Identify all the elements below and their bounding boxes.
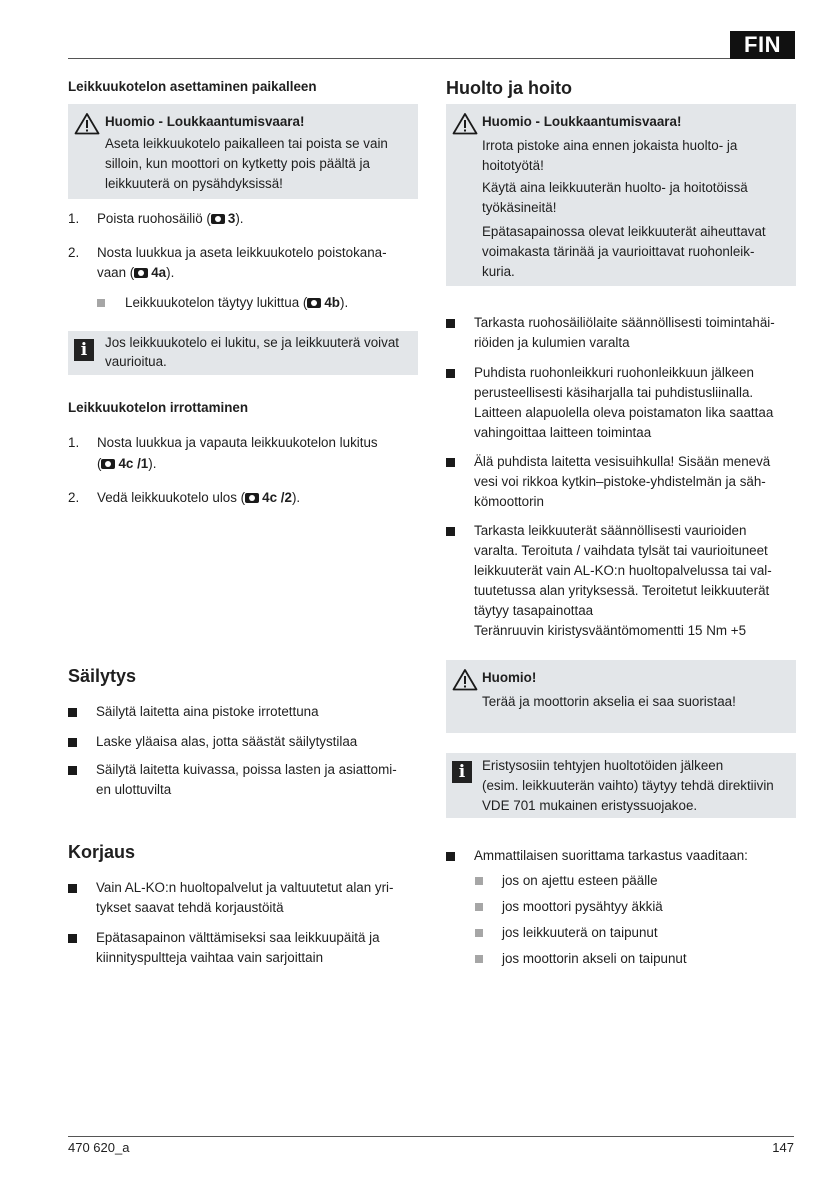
bullet-text: Tarkasta ruohosäiliölaite säännöllisesti toimintahäi- xyxy=(474,315,775,330)
inspection-sub-item xyxy=(446,871,796,891)
bullet-text: riöiden ja kulumien varalta xyxy=(474,335,630,350)
step-number: 2. xyxy=(68,490,80,505)
bullet-text: Laitteen alapuolella oleva poistamaton lika saattaa xyxy=(474,405,774,420)
step-text: ( xyxy=(97,456,102,471)
camera-icon xyxy=(134,268,148,278)
warning-line: Aseta leikkuukotelo paikalleen tai poista se vain xyxy=(105,136,388,151)
warning-line: työkäsineitä! xyxy=(482,200,557,215)
warning-box-maintenance xyxy=(446,104,796,286)
bullet-text: Teränruuvin kiristysvääntömomentti 15 Nm +5 xyxy=(474,623,747,638)
step-text: Poista ruohosäiliö ( xyxy=(97,211,211,226)
warning-line: Irrota pistoke aina ennen jokaista huolto- ja xyxy=(482,138,738,153)
warning-triangle-icon xyxy=(74,112,100,135)
warning-triangle-icon xyxy=(452,668,478,691)
camera-icon xyxy=(307,298,321,308)
warning-line: Terää ja moottorin akselia ei saa suoristaa! xyxy=(482,694,736,709)
step-text: Vedä leikkuukotelo ulos ( xyxy=(97,490,246,505)
repair-item xyxy=(68,878,418,918)
bullet-text: Puhdista ruohonleikkuri ruohonleikkuun jälkeen xyxy=(474,365,754,380)
warning-line: hoitotyötä! xyxy=(482,158,544,173)
bullet-marker xyxy=(68,934,77,943)
bullet-marker xyxy=(446,527,455,536)
step-number: 1. xyxy=(68,211,80,226)
warning-line: Epätasapainossa olevat leikkuuterät aiheuttavat xyxy=(482,224,766,239)
bullet-text: kömoottorin xyxy=(474,494,544,509)
warning-title: Huomio - Loukkaantumisvaara! xyxy=(105,114,305,129)
info-box-lock xyxy=(68,331,418,375)
maintenance-item xyxy=(446,521,796,641)
figure-ref: 4c /2 xyxy=(262,490,292,505)
maintenance-item xyxy=(446,363,796,443)
step-text: Nosta luukkua ja vapauta leikkuukotelon lukitus xyxy=(97,435,378,450)
bullet-text: tuutetussa alan yrityksessä. Teroitetut leikkuuterät xyxy=(474,583,770,598)
step-2 xyxy=(68,243,418,283)
step-text: Nosta luukkua ja aseta leikkuukotelo poistokana- xyxy=(97,245,387,260)
bullet-text: Epätasapainon välttämiseksi saa leikkuupäitä ja xyxy=(96,930,380,945)
step-number: 1. xyxy=(68,435,80,450)
maintenance-item xyxy=(446,452,796,512)
sub-bullet-marker xyxy=(97,299,105,307)
info-icon: i xyxy=(74,339,94,361)
sub-bullet-marker xyxy=(475,877,483,885)
warning-title: Huomio! xyxy=(482,670,537,685)
warning-line: Käytä aina leikkuuterän huolto- ja hoitotöissä xyxy=(482,180,748,195)
info-line: Jos leikkuukotelo ei lukitu, se ja leikkuuterä voivat xyxy=(105,335,399,350)
camera-icon xyxy=(101,459,115,469)
camera-icon xyxy=(245,493,259,503)
bullet-text: Tarkasta leikkuuterät säännöllisesti vaurioiden xyxy=(474,523,747,538)
sub-bullet-marker xyxy=(475,903,483,911)
bullet-text: vesi voi rikkoa kytkin–pistoke-yhdistelmän ja säh- xyxy=(474,474,766,489)
storage-item xyxy=(68,760,418,800)
storage-item xyxy=(68,732,418,752)
remove-section-title: Leikkuukotelon irrottaminen xyxy=(68,400,249,415)
storage-item xyxy=(68,702,418,722)
bullet-text: en ulottuvilta xyxy=(96,782,172,797)
bullet-text: kiinnityspultteja vaihtaa vain sarjoittain xyxy=(96,950,324,965)
sub-bullet-text: jos moottori pysähtyy äkkiä xyxy=(502,899,663,914)
sub-bullet-text: jos leikkuuterä on taipunut xyxy=(502,925,658,940)
inspection-item xyxy=(446,846,796,866)
bullet-marker xyxy=(68,884,77,893)
inspection-sub-item xyxy=(446,923,796,943)
bullet-text: tykset saavat tehdä korjaustöitä xyxy=(96,900,284,915)
inspection-sub-item xyxy=(446,949,796,969)
bullet-text: Ammattilaisen suorittama tarkastus vaaditaan: xyxy=(474,848,748,863)
warning-line: kuria. xyxy=(482,264,515,279)
sub-bullet-item xyxy=(68,293,418,313)
step-text-end: ). xyxy=(291,490,301,505)
footer-rule xyxy=(68,1136,794,1137)
sub-bullet-text: jos on ajettu esteen päälle xyxy=(502,873,658,888)
info-box-insulation xyxy=(446,753,796,818)
figure-ref: 4b xyxy=(324,295,340,310)
storage-section-title: Säilytys xyxy=(68,666,137,686)
bullet-text: leikkuuterät vain AL-KO:n huoltopalvelussa tai val- xyxy=(474,563,772,578)
bullet-marker xyxy=(446,458,455,467)
step-text-end: ). xyxy=(148,456,157,471)
repair-section-title: Korjaus xyxy=(68,842,136,862)
bullet-text: Säilytä laitetta kuivassa, poissa lasten ja asiattomi- xyxy=(96,762,397,777)
figure-ref: 4c /1 xyxy=(118,456,149,471)
warning-title: Huomio - Loukkaantumisvaara! xyxy=(482,114,682,129)
step-text: vaan ( xyxy=(97,265,135,280)
bullet-marker xyxy=(68,766,77,775)
sub-bullet-marker xyxy=(475,955,483,963)
info-line: vaurioitua. xyxy=(105,354,167,369)
inspection-sub-item xyxy=(446,897,796,917)
figure-ref: 4a xyxy=(151,265,167,280)
warning-box-straighten xyxy=(446,660,796,733)
bullet-text: täytyy tasapainottaa xyxy=(474,603,594,618)
figure-ref: 3 xyxy=(227,211,236,226)
remove-step-1 xyxy=(68,433,418,473)
sub-bullet-text-end: ). xyxy=(340,295,349,310)
bullet-text: perusteellisesti käsiharjalla tai puhdistusliinalla. xyxy=(474,385,754,400)
info-line: VDE 701 mukainen eristyssuojakoe. xyxy=(482,798,698,813)
bullet-text: Laske yläaisa alas, jotta säästät säilytystilaa xyxy=(96,734,358,749)
bullet-marker xyxy=(446,369,455,378)
camera-icon xyxy=(211,214,225,224)
bullet-marker xyxy=(68,738,77,747)
bullet-marker xyxy=(446,852,455,861)
bullet-marker xyxy=(446,319,455,328)
info-line: (esim. leikkuuterän vaihto) täytyy tehdä direktiivin xyxy=(482,778,774,793)
maintenance-section-title: Huolto ja hoito xyxy=(446,78,572,98)
maintenance-item xyxy=(446,313,796,353)
header-rule xyxy=(68,58,794,59)
bullet-text: vahingoittaa laitteen toimintaa xyxy=(474,425,652,440)
bullet-text: Vain AL-KO:n huoltopalvelut ja valtuutetut alan yri- xyxy=(96,880,394,895)
bullet-text: varalta. Teroituta / vaihdata tylsät tai vaurioituneet xyxy=(474,543,768,558)
insert-section-title: Leikkuukotelon asettaminen paikalleen xyxy=(68,79,317,94)
warning-box-insert xyxy=(68,104,418,199)
step-number: 2. xyxy=(68,245,80,260)
sub-bullet-text: Leikkuukotelon täytyy lukittua ( xyxy=(125,295,308,310)
step-text-end: ). xyxy=(235,211,244,226)
sub-bullet-marker xyxy=(475,929,483,937)
warning-line: leikkuuterä on pysähdyksissä! xyxy=(105,176,283,191)
repair-item xyxy=(68,928,418,968)
document-number: 470 620_a xyxy=(68,1140,130,1155)
bullet-text: Säilytä laitetta aina pistoke irrotettuna xyxy=(96,704,319,719)
remove-step-2 xyxy=(68,488,418,508)
sub-bullet-text: jos moottorin akseli on taipunut xyxy=(502,951,687,966)
step-1 xyxy=(68,209,418,229)
bullet-marker xyxy=(68,708,77,717)
info-icon: i xyxy=(452,761,472,783)
page-number: 147 xyxy=(772,1140,794,1155)
info-line: Eristysosiin tehtyjen huoltotöiden jälkeen xyxy=(482,758,724,773)
warning-line: silloin, kun moottori on kytketty pois päältä ja xyxy=(105,156,370,171)
step-text-end: ). xyxy=(166,265,175,280)
warning-triangle-icon xyxy=(452,112,478,135)
warning-line: voimakasta tärinää ja vaurioittavat ruohonleik- xyxy=(482,244,755,259)
bullet-text: Älä puhdista laitetta vesisuihkulla! Sisään menevä xyxy=(474,454,771,469)
language-badge: FIN xyxy=(730,31,795,59)
